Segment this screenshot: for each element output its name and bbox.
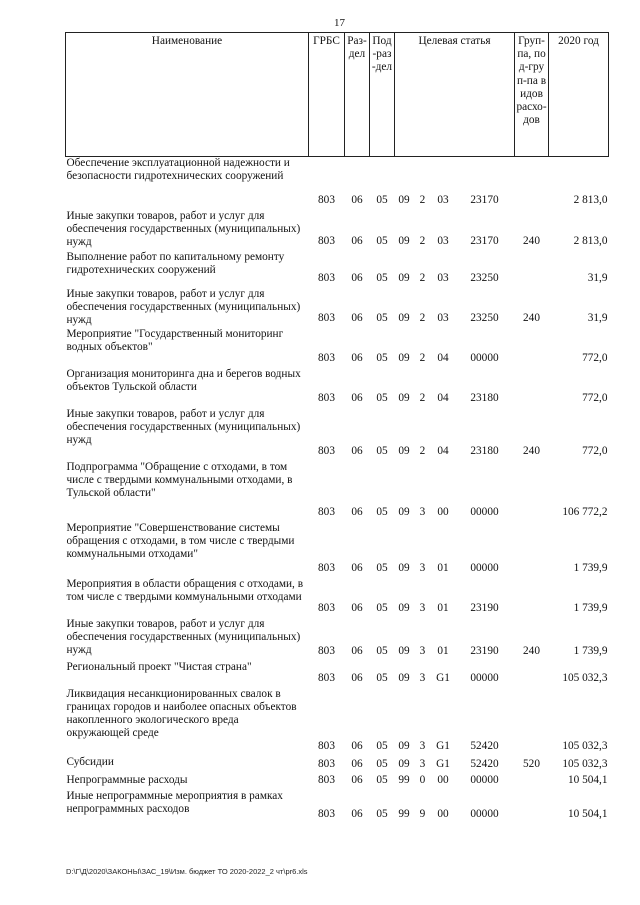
row-razdel: 06 xyxy=(351,352,363,365)
row-cs-direction: 00000 xyxy=(470,562,499,575)
row-cs-program: 09 xyxy=(398,352,410,365)
header-name: Наименование xyxy=(66,33,309,157)
row-cs-event: 00 xyxy=(437,774,449,787)
row-podrazdel: 05 xyxy=(376,352,388,365)
row-vid-rashodov: 240 xyxy=(523,645,540,658)
row-cs-event: 01 xyxy=(437,602,449,615)
row-cs-direction: 23250 xyxy=(470,312,499,325)
row-podrazdel: 05 xyxy=(376,602,388,615)
row-cs-direction: 23190 xyxy=(470,645,499,658)
row-podrazdel: 05 xyxy=(376,194,388,207)
row-name: Обеспечение эксплуатационной надежности и безопасности гидротехнических сооружений xyxy=(66,157,290,183)
row-cs-subprogram: 3 xyxy=(419,506,426,519)
row-sum-2020: 1 739,9 xyxy=(573,645,608,658)
row-cs-event: 00 xyxy=(437,808,449,821)
row-cs-direction: 23170 xyxy=(470,235,499,248)
row-vid-rashodov xyxy=(515,368,549,408)
table-row xyxy=(66,368,609,408)
row-cs-program: 09 xyxy=(398,645,410,658)
row-podrazdel: 05 xyxy=(376,562,388,575)
row-vid-rashodov xyxy=(515,157,549,210)
row-razdel: 06 xyxy=(351,562,363,575)
row-razdel: 06 xyxy=(351,312,363,325)
row-podrazdel: 05 xyxy=(376,312,388,325)
row-cs-program: 09 xyxy=(398,602,410,615)
row-grbs: 803 xyxy=(318,194,335,207)
row-cs-subprogram: 3 xyxy=(419,758,426,771)
row-vid-rashodov xyxy=(515,688,549,756)
row-razdel: 06 xyxy=(351,194,363,207)
row-cs-event: 04 xyxy=(437,352,449,365)
row-razdel: 06 xyxy=(351,392,363,405)
row-name: Мероприятия в области обращения с отходами, в том числе с твердыми коммунальными отходами xyxy=(66,577,304,603)
row-sum-2020: 31,9 xyxy=(587,272,608,285)
row-razdel: 06 xyxy=(351,758,363,771)
row-cs-direction: 00000 xyxy=(470,506,499,519)
row-name: Субсидии xyxy=(66,755,114,768)
row-cs-program: 09 xyxy=(398,312,410,325)
row-cs-subprogram: 3 xyxy=(419,562,426,575)
row-vid-rashodov xyxy=(515,251,549,288)
row-cs-subprogram: 3 xyxy=(419,740,426,753)
row-vid-rashodov xyxy=(515,328,549,368)
row-cs-direction: 00000 xyxy=(470,672,499,685)
table-row xyxy=(66,790,609,824)
row-grbs: 803 xyxy=(318,740,335,753)
row-grbs: 803 xyxy=(318,352,335,365)
table-row xyxy=(66,408,609,461)
table-row xyxy=(66,756,609,774)
row-cs-program: 99 xyxy=(398,808,410,821)
row-razdel: 06 xyxy=(351,774,363,787)
table-row xyxy=(66,251,609,288)
row-cs-program: 09 xyxy=(398,672,410,685)
row-sum-2020: 105 032,3 xyxy=(562,758,608,771)
table-row xyxy=(66,522,609,578)
table-row xyxy=(66,661,609,688)
table-body xyxy=(66,157,609,824)
row-razdel: 06 xyxy=(351,672,363,685)
row-cs-direction: 23180 xyxy=(470,445,499,458)
row-cs-direction: 23180 xyxy=(470,392,499,405)
row-vid-rashodov xyxy=(515,774,549,790)
row-cs-event: G1 xyxy=(436,672,450,685)
row-cs-event: 04 xyxy=(437,445,449,458)
row-grbs: 803 xyxy=(318,645,335,658)
row-grbs: 803 xyxy=(318,392,335,405)
row-cs-event: 03 xyxy=(437,312,449,325)
row-cs-subprogram: 3 xyxy=(419,672,426,685)
row-cs-event: 00 xyxy=(437,506,449,519)
row-grbs: 803 xyxy=(318,758,335,771)
row-cs-program: 09 xyxy=(398,392,410,405)
table-row xyxy=(66,461,609,522)
row-grbs: 803 xyxy=(318,506,335,519)
row-name: Иные закупки товаров, работ и услуг для обеспечения государственных (муниципальных) нужд xyxy=(66,407,301,446)
row-podrazdel: 05 xyxy=(376,774,388,787)
row-name: Иные закупки товаров, работ и услуг для обеспечения государственных (муниципальных) нужд xyxy=(66,287,301,326)
row-razdel: 06 xyxy=(351,808,363,821)
row-grbs: 803 xyxy=(318,272,335,285)
row-razdel: 06 xyxy=(351,506,363,519)
row-cs-event: 01 xyxy=(437,645,449,658)
row-sum-2020: 1 739,9 xyxy=(573,562,608,575)
row-sum-2020: 106 772,2 xyxy=(562,506,608,519)
row-sum-2020: 772,0 xyxy=(582,392,608,405)
row-cs-subprogram: 3 xyxy=(419,602,426,615)
row-name: Иные закупки товаров, работ и услуг для обеспечения государственных (муниципальных) нужд xyxy=(66,617,301,656)
table-row xyxy=(66,210,609,251)
row-podrazdel: 05 xyxy=(376,445,388,458)
row-vid-rashodov: 240 xyxy=(523,312,540,325)
row-cs-subprogram: 2 xyxy=(419,392,426,405)
row-cs-program: 09 xyxy=(398,758,410,771)
row-podrazdel: 05 xyxy=(376,740,388,753)
table-row xyxy=(66,157,609,210)
row-sum-2020: 31,9 xyxy=(587,312,608,325)
table-row xyxy=(66,618,609,661)
page-number: 17 xyxy=(334,17,345,29)
row-podrazdel: 05 xyxy=(376,506,388,519)
table-row xyxy=(66,288,609,328)
row-grbs: 803 xyxy=(318,672,335,685)
row-grbs: 803 xyxy=(318,235,335,248)
row-vid-rashodov: 520 xyxy=(523,758,540,771)
row-name: Иные непрограммные мероприятия в рамках непрограммных расходов xyxy=(66,789,283,815)
row-vid-rashodov: 240 xyxy=(523,445,540,458)
row-razdel: 06 xyxy=(351,740,363,753)
row-grbs: 803 xyxy=(318,445,335,458)
row-cs-program: 09 xyxy=(398,194,410,207)
row-name: Мероприятие "Государственный мониторинг водных объектов" xyxy=(66,327,284,353)
row-vid-rashodov: 240 xyxy=(523,235,540,248)
header-podrazdel: Под-раз-дел xyxy=(370,33,395,157)
row-cs-program: 09 xyxy=(398,740,410,753)
row-vid-rashodov xyxy=(515,578,549,618)
row-cs-subprogram: 3 xyxy=(419,645,426,658)
row-podrazdel: 05 xyxy=(376,758,388,771)
row-cs-subprogram: 9 xyxy=(419,808,426,821)
row-cs-program: 09 xyxy=(398,272,410,285)
table-row xyxy=(66,328,609,368)
row-sum-2020: 1 739,9 xyxy=(573,602,608,615)
row-cs-direction: 00000 xyxy=(470,774,499,787)
table-row xyxy=(66,688,609,756)
row-cs-program: 09 xyxy=(398,506,410,519)
row-cs-direction: 52420 xyxy=(470,740,499,753)
row-cs-direction: 52420 xyxy=(470,758,499,771)
row-sum-2020: 10 504,1 xyxy=(567,774,608,787)
row-grbs: 803 xyxy=(318,808,335,821)
row-cs-subprogram: 2 xyxy=(419,352,426,365)
row-grbs: 803 xyxy=(318,312,335,325)
row-cs-event: G1 xyxy=(436,740,450,753)
row-podrazdel: 05 xyxy=(376,392,388,405)
row-name: Выполнение работ по капитальному ремонту гидротехнических сооружений xyxy=(66,250,285,276)
header-year-2020: 2020 год xyxy=(549,33,609,157)
row-cs-program: 09 xyxy=(398,562,410,575)
row-cs-event: G1 xyxy=(436,758,450,771)
row-cs-subprogram: 2 xyxy=(419,312,426,325)
row-cs-event: 01 xyxy=(437,562,449,575)
header-celevaya-statya: Целевая статья xyxy=(395,33,515,157)
row-name: Подпрограмма "Обращение с отходами, в том числе с твердыми коммунальными отходами, в Тульской области" xyxy=(66,460,293,499)
row-cs-subprogram: 2 xyxy=(419,272,426,285)
row-sum-2020: 105 032,3 xyxy=(562,740,608,753)
row-cs-event: 04 xyxy=(437,392,449,405)
row-sum-2020: 10 504,1 xyxy=(567,808,608,821)
row-razdel: 06 xyxy=(351,272,363,285)
row-podrazdel: 05 xyxy=(376,672,388,685)
row-vid-rashodov xyxy=(515,661,549,688)
header-gruppa-vidov-rashodov: Груп-па, под-груп-па видов расхо-дов xyxy=(515,33,549,157)
row-cs-direction: 00000 xyxy=(470,352,499,365)
row-sum-2020: 105 032,3 xyxy=(562,672,608,685)
row-name: Региональный проект "Чистая страна" xyxy=(66,660,252,673)
row-sum-2020: 2 813,0 xyxy=(573,235,608,248)
row-vid-rashodov xyxy=(515,790,549,824)
header-razdel: Раз-дел xyxy=(345,33,370,157)
row-razdel: 06 xyxy=(351,645,363,658)
row-sum-2020: 2 813,0 xyxy=(573,194,608,207)
row-cs-direction: 23250 xyxy=(470,272,499,285)
table-row xyxy=(66,578,609,618)
row-vid-rashodov xyxy=(515,522,549,578)
row-cs-direction: 23190 xyxy=(470,602,499,615)
file-path-footer: D:\Г\Д\2020\ЗАКОНЫ\ЗАС_19\Изм. бюджет ТО 2020-2022_2 чт\pr6.xls xyxy=(66,867,308,876)
row-vid-rashodov xyxy=(515,461,549,522)
row-cs-program: 09 xyxy=(398,445,410,458)
row-cs-subprogram: 2 xyxy=(419,235,426,248)
row-cs-direction: 23170 xyxy=(470,194,499,207)
row-cs-event: 03 xyxy=(437,272,449,285)
row-sum-2020: 772,0 xyxy=(582,352,608,365)
row-razdel: 06 xyxy=(351,602,363,615)
row-cs-subprogram: 2 xyxy=(419,445,426,458)
row-razdel: 06 xyxy=(351,445,363,458)
row-cs-subprogram: 0 xyxy=(419,774,426,787)
row-name: Мероприятие "Совершенствование системы обращения с отходами, в том числе с твердыми коммунальными отходами" xyxy=(66,521,295,560)
row-cs-event: 03 xyxy=(437,235,449,248)
row-name: Ликвидация несанкционированных свалок в границах городов и наиболее опасных объектов накопленного экологического вреда окружающей среде xyxy=(66,687,297,740)
table-header xyxy=(66,33,609,157)
header-grbs: ГРБС xyxy=(309,33,345,157)
row-grbs: 803 xyxy=(318,562,335,575)
row-podrazdel: 05 xyxy=(376,645,388,658)
row-name: Непрограммные расходы xyxy=(66,773,188,786)
row-cs-event: 03 xyxy=(437,194,449,207)
row-podrazdel: 05 xyxy=(376,808,388,821)
row-grbs: 803 xyxy=(318,774,335,787)
row-sum-2020: 772,0 xyxy=(582,445,608,458)
row-podrazdel: 05 xyxy=(376,235,388,248)
table-row xyxy=(66,774,609,790)
row-grbs: 803 xyxy=(318,602,335,615)
row-name: Иные закупки товаров, работ и услуг для обеспечения государственных (муниципальных) нужд xyxy=(66,209,301,248)
row-cs-subprogram: 2 xyxy=(419,194,426,207)
row-cs-direction: 00000 xyxy=(470,808,499,821)
row-cs-program: 09 xyxy=(398,235,410,248)
row-razdel: 06 xyxy=(351,235,363,248)
row-name: Организация мониторинга дна и берегов водных объектов Тульской области xyxy=(66,367,301,393)
row-cs-program: 99 xyxy=(398,774,410,787)
row-podrazdel: 05 xyxy=(376,272,388,285)
budget-table xyxy=(65,32,609,824)
